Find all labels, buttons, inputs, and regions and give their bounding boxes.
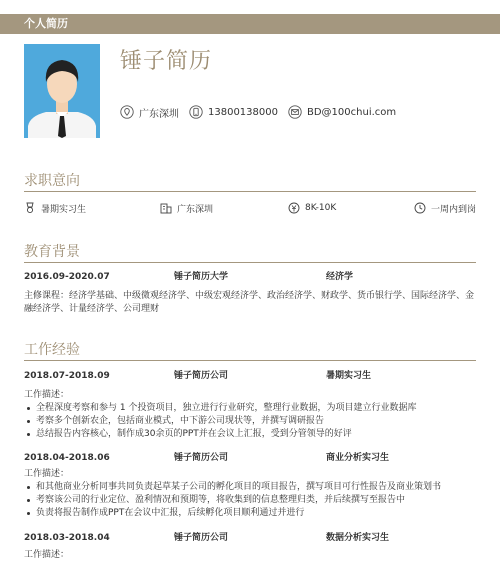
list-item: 总结报告内容核心，制作成30余页的PPT并在会议上汇报，受到分管领导的好评 [24, 428, 476, 441]
contact-phone [189, 105, 278, 119]
intent-location-text: 广东深圳 [177, 204, 214, 215]
location-icon [120, 105, 134, 119]
intent-job-type [24, 200, 86, 216]
building-icon [160, 202, 172, 214]
header-title: 个人简历 [24, 17, 68, 30]
section-divider [24, 262, 476, 263]
list-item: 全程深度考察和参与 1 个投资项目，独立进行行业研究，整理行业数据，为项目建立行业数据库 [24, 402, 476, 415]
job-desc-label: 工作描述： [24, 469, 70, 479]
section-title-intent: 求职意向 [24, 173, 80, 189]
section-divider [24, 191, 476, 192]
location-text: 广东深圳 [139, 108, 179, 120]
job-bullets [24, 402, 476, 441]
email-text: BD@100chui.com [307, 106, 397, 118]
phone-text: 13800138000 [208, 106, 278, 118]
list-item: 考察多个创新农企，包括商业模式，中下游公司现状等，并撰写调研报告 [24, 415, 476, 428]
job-period: 2018.07-2018.09 [24, 371, 110, 381]
intent-location [160, 200, 213, 216]
job-type-icon [24, 202, 36, 214]
intent-row [24, 200, 476, 216]
clock-icon [414, 202, 426, 214]
list-item: 和其他商业分析同事共同负责起草某子公司的孵化项目的项目报告，撰写项目可行性报告及商业策划书 [24, 481, 476, 494]
job-company: 锤子简历公司 [174, 533, 229, 543]
education-courses: 主修课程：经济学基础、中级微观经济学、中级宏观经济学、政治经济学、财政学、货币银行学、国际经济学、金融经济学、计量经济学、公司理财 [24, 291, 475, 314]
avatar-illustration [24, 44, 100, 138]
intent-salary-text: 8K-10K [305, 203, 337, 213]
job-desc-label: 工作描述： [24, 550, 70, 560]
section-title-work: 工作经验 [24, 342, 80, 358]
education-major: 经济学 [326, 272, 354, 282]
section-title-education: 教育背景 [24, 244, 80, 260]
job-company: 锤子简历公司 [174, 371, 229, 381]
education-period: 2016.09-2020.07 [24, 272, 110, 282]
list-item: 负责将报告制作成PPT在会议中汇报，后续孵化项目顺利通过并进行 [24, 507, 476, 520]
avatar [24, 44, 100, 138]
education-school: 锤子简历大学 [174, 272, 229, 282]
contact-location [120, 105, 179, 120]
email-icon [288, 105, 302, 119]
job-company: 锤子简历公司 [174, 453, 229, 463]
section-divider [24, 360, 476, 361]
job-bullets [24, 481, 476, 520]
job-row [24, 451, 476, 465]
salary-icon [288, 202, 300, 214]
header-bar [0, 14, 500, 34]
phone-icon [189, 105, 203, 119]
contact-email [288, 105, 396, 119]
candidate-name: 锤子简历 [120, 49, 213, 74]
job-period: 2018.03-2018.04 [24, 533, 110, 543]
education-row [24, 270, 476, 284]
intent-salary [288, 200, 336, 216]
job-role: 数据分析实习生 [326, 533, 390, 543]
intent-availability [414, 200, 476, 216]
job-desc-label: 工作描述： [24, 390, 70, 400]
job-row [24, 531, 476, 545]
job-row [24, 369, 476, 383]
contact-row [120, 103, 406, 121]
job-role: 暑期实习生 [326, 371, 372, 381]
intent-availability-text: 一周内到岗 [431, 204, 477, 215]
job-period: 2018.04-2018.06 [24, 453, 110, 463]
list-item: 考察该公司的行业定位、盈利情况和预期等，将收集到的信息整理归类，并后续撰写至报告中 [24, 494, 476, 507]
intent-job-type-text: 暑期实习生 [41, 204, 87, 215]
job-role: 商业分析实习生 [326, 453, 390, 463]
